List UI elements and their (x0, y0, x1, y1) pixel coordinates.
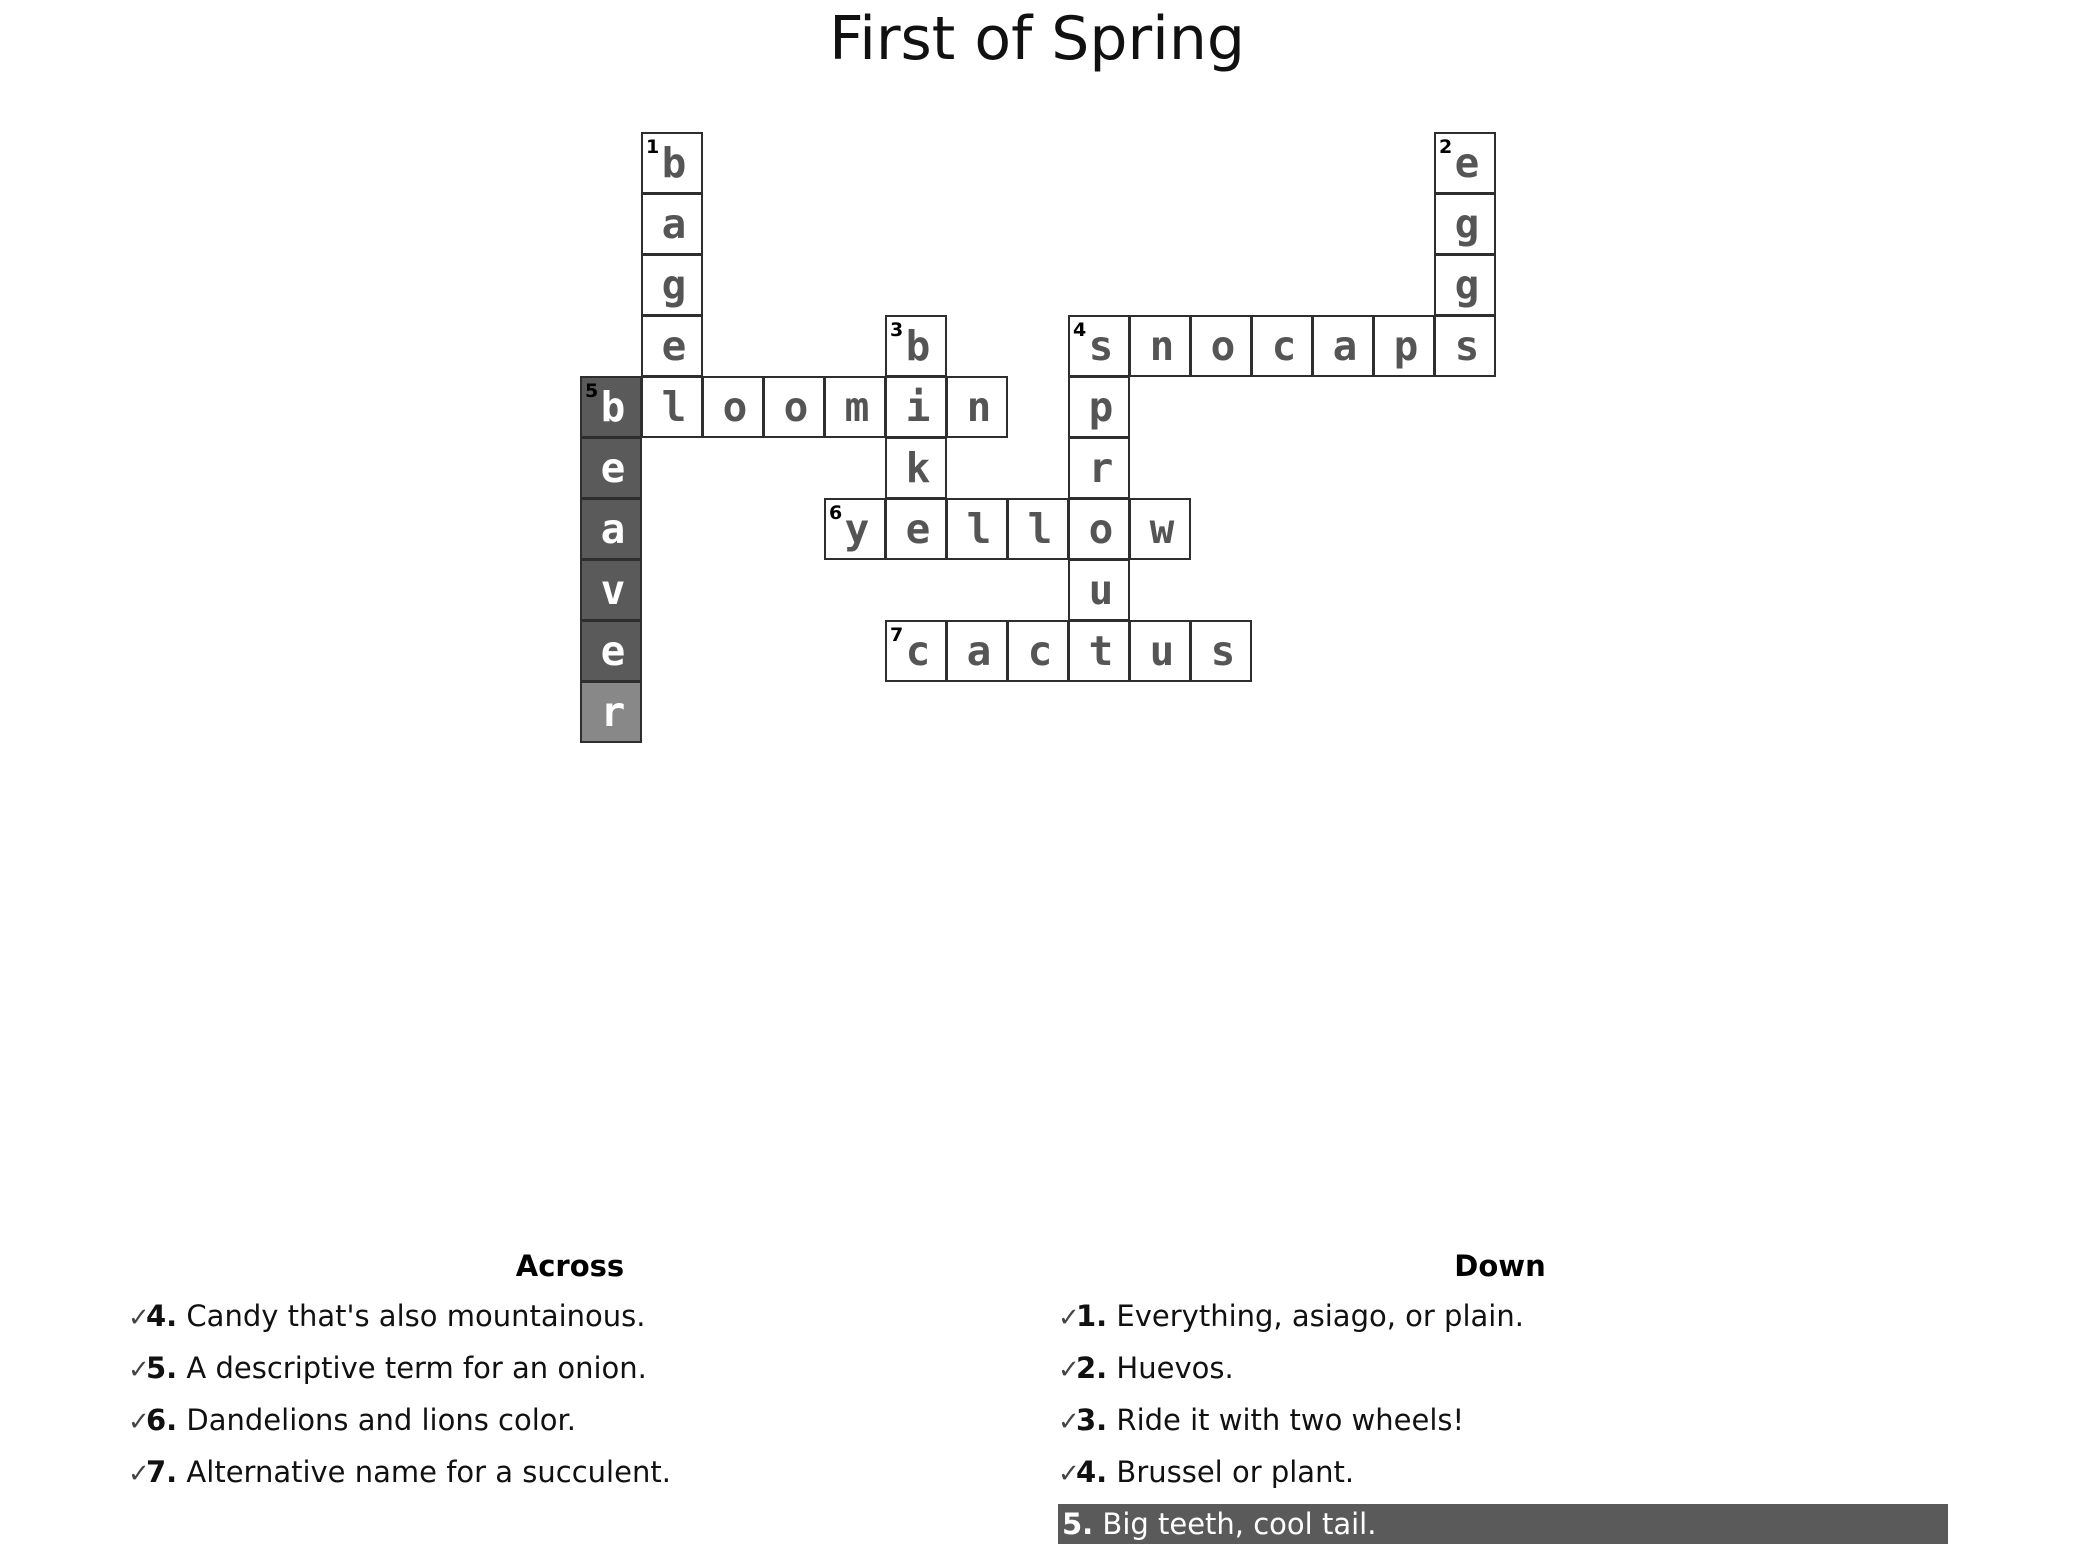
clue-number: 4. (1076, 1455, 1108, 1489)
grid-cell[interactable] (580, 376, 642, 438)
cell-letter: a (966, 627, 992, 675)
grid-cell[interactable] (1068, 437, 1130, 499)
cell-letter: c (1271, 322, 1297, 370)
grid-cell[interactable] (824, 376, 886, 438)
across-clue[interactable] (128, 1348, 1008, 1388)
grid-cell[interactable] (641, 132, 703, 194)
puzzle-title: First of Spring (829, 4, 1245, 74)
clue-number: 5. (1062, 1507, 1094, 1541)
cell-letter: o (722, 383, 748, 431)
clue-text: Dandelions and lions color. (186, 1403, 577, 1437)
grid-cell[interactable] (885, 315, 947, 377)
across-clue-list (128, 1296, 1008, 1504)
grid-cell[interactable] (580, 559, 642, 621)
grid-cell[interactable] (1434, 315, 1496, 377)
cell-letter: e (600, 627, 626, 675)
cell-letter: a (661, 200, 687, 248)
grid-cell[interactable] (1190, 620, 1252, 682)
cell-letter: i (905, 383, 931, 431)
down-heading: Down (1454, 1249, 1546, 1283)
clue-text: Brussel or plant. (1116, 1455, 1355, 1489)
cell-letter: e (1454, 139, 1480, 187)
cell-letter: r (600, 688, 626, 736)
cell-letter: a (1332, 322, 1358, 370)
grid-cell[interactable] (641, 193, 703, 255)
clue-number: 6 (829, 502, 843, 524)
grid-cell[interactable] (641, 254, 703, 316)
cell-letter: c (905, 627, 931, 675)
grid-cell[interactable] (702, 376, 764, 438)
cell-letter: y (844, 505, 870, 553)
grid-cell[interactable] (946, 376, 1008, 438)
down-clue[interactable] (1058, 1452, 1948, 1492)
cell-letter: c (1027, 627, 1053, 675)
clue-number: 5. (146, 1351, 178, 1385)
cell-letter: b (661, 139, 687, 187)
checkmark-icon: ✓ (1058, 1459, 1080, 1489)
clue-number: 6. (146, 1403, 178, 1437)
grid-cell[interactable] (1007, 620, 1069, 682)
cell-letter: m (844, 383, 870, 431)
clue-number: 2. (1076, 1351, 1108, 1385)
clue-number: 2 (1439, 136, 1453, 158)
cell-letter: s (1454, 322, 1480, 370)
grid-cell[interactable] (1190, 315, 1252, 377)
cell-letter: r (1088, 444, 1114, 492)
checkmark-icon: ✓ (1058, 1303, 1080, 1333)
checkmark-icon: ✓ (1058, 1407, 1080, 1437)
cell-letter: p (1088, 383, 1114, 431)
clue-text: Alternative name for a succulent. (186, 1455, 671, 1489)
clue-text: Big teeth, cool tail. (1102, 1507, 1377, 1541)
grid-cell[interactable] (1129, 498, 1191, 560)
grid-cell[interactable] (885, 498, 947, 560)
grid-cell[interactable] (1129, 315, 1191, 377)
grid-cell[interactable] (885, 376, 947, 438)
cell-letter: w (1149, 505, 1175, 553)
checkmark-icon: ✓ (128, 1303, 150, 1333)
cell-letter: b (905, 322, 931, 370)
clue-number: 7. (146, 1455, 178, 1489)
clue-text: Huevos. (1116, 1351, 1234, 1385)
checkmark-icon: ✓ (128, 1459, 150, 1489)
cell-letter: o (1088, 505, 1114, 553)
clue-text: Candy that's also mountainous. (186, 1299, 646, 1333)
cell-letter: g (661, 261, 687, 309)
grid-cell[interactable] (1068, 376, 1130, 438)
crossword-grid (0, 0, 2074, 760)
grid-cell[interactable] (641, 315, 703, 377)
across-clue[interactable] (128, 1296, 1008, 1336)
grid-cell[interactable] (1068, 315, 1130, 377)
checkmark-icon: ✓ (128, 1355, 150, 1385)
down-clue[interactable] (1058, 1400, 1948, 1440)
grid-cell[interactable] (1007, 498, 1069, 560)
checkmark-icon: ✓ (1058, 1355, 1080, 1385)
down-clue[interactable] (1058, 1348, 1948, 1388)
cell-letter: p (1393, 322, 1419, 370)
grid-cell[interactable] (824, 498, 886, 560)
down-clue[interactable] (1058, 1296, 1948, 1336)
cell-letter: g (1454, 200, 1480, 248)
grid-cell[interactable] (580, 498, 642, 560)
clue-number: 1 (646, 136, 660, 158)
grid-cell[interactable] (580, 437, 642, 499)
cell-letter: a (600, 505, 626, 553)
cell-letter: e (905, 505, 931, 553)
clue-text: A descriptive term for an onion. (186, 1351, 647, 1385)
grid-cell[interactable] (1373, 315, 1435, 377)
grid-cell[interactable] (1068, 498, 1130, 560)
clue-number: 7 (890, 624, 904, 646)
cell-letter: k (905, 444, 931, 492)
clue-text: Everything, asiago, or plain. (1116, 1299, 1524, 1333)
grid-cell[interactable] (885, 620, 947, 682)
cell-letter: s (1088, 322, 1114, 370)
grid-cell[interactable] (885, 437, 947, 499)
cell-letter: e (661, 322, 687, 370)
grid-cell[interactable] (763, 376, 825, 438)
cell-letter: s (1210, 627, 1236, 675)
cell-letter: l (966, 505, 992, 553)
grid-cell[interactable] (946, 498, 1008, 560)
cell-letter: u (1149, 627, 1175, 675)
grid-cell[interactable] (1068, 620, 1130, 682)
cell-letter: u (1088, 566, 1114, 614)
grid-cell[interactable] (580, 681, 642, 743)
clue-number: 3 (890, 319, 904, 341)
clue-number: 4 (1073, 319, 1087, 341)
cell-letter: n (966, 383, 992, 431)
checkmark-icon: ✓ (128, 1407, 150, 1437)
grid-cell[interactable] (1312, 315, 1374, 377)
grid-cell[interactable] (1251, 315, 1313, 377)
grid-cell[interactable] (1434, 193, 1496, 255)
grid-cell[interactable] (1068, 559, 1130, 621)
cell-letter: v (600, 566, 626, 614)
grid-cell[interactable] (641, 376, 703, 438)
grid-cell[interactable] (1434, 132, 1496, 194)
cell-letter: g (1454, 261, 1480, 309)
cell-letter: e (600, 444, 626, 492)
clue-number: 4. (146, 1299, 178, 1333)
cell-letter: o (1210, 322, 1236, 370)
clue-text: Ride it with two wheels! (1116, 1403, 1465, 1437)
down-clue-list (1058, 1296, 1948, 1556)
grid-cell[interactable] (1434, 254, 1496, 316)
cell-letter: o (783, 383, 809, 431)
across-heading: Across (515, 1249, 625, 1283)
grid-cell[interactable] (580, 620, 642, 682)
cell-letter: t (1088, 627, 1114, 675)
clue-number: 5 (585, 380, 599, 402)
cell-letter: l (1027, 505, 1053, 553)
across-clue[interactable] (128, 1400, 1008, 1440)
cell-letter: b (600, 383, 626, 431)
clue-number: 3. (1076, 1403, 1108, 1437)
cell-letter: l (661, 383, 687, 431)
grid-cell[interactable] (946, 620, 1008, 682)
across-clue[interactable] (128, 1452, 1008, 1492)
down-clue[interactable] (1058, 1504, 1948, 1544)
clue-number: 1. (1076, 1299, 1108, 1333)
cell-letter: n (1149, 322, 1175, 370)
grid-cell[interactable] (1129, 620, 1191, 682)
